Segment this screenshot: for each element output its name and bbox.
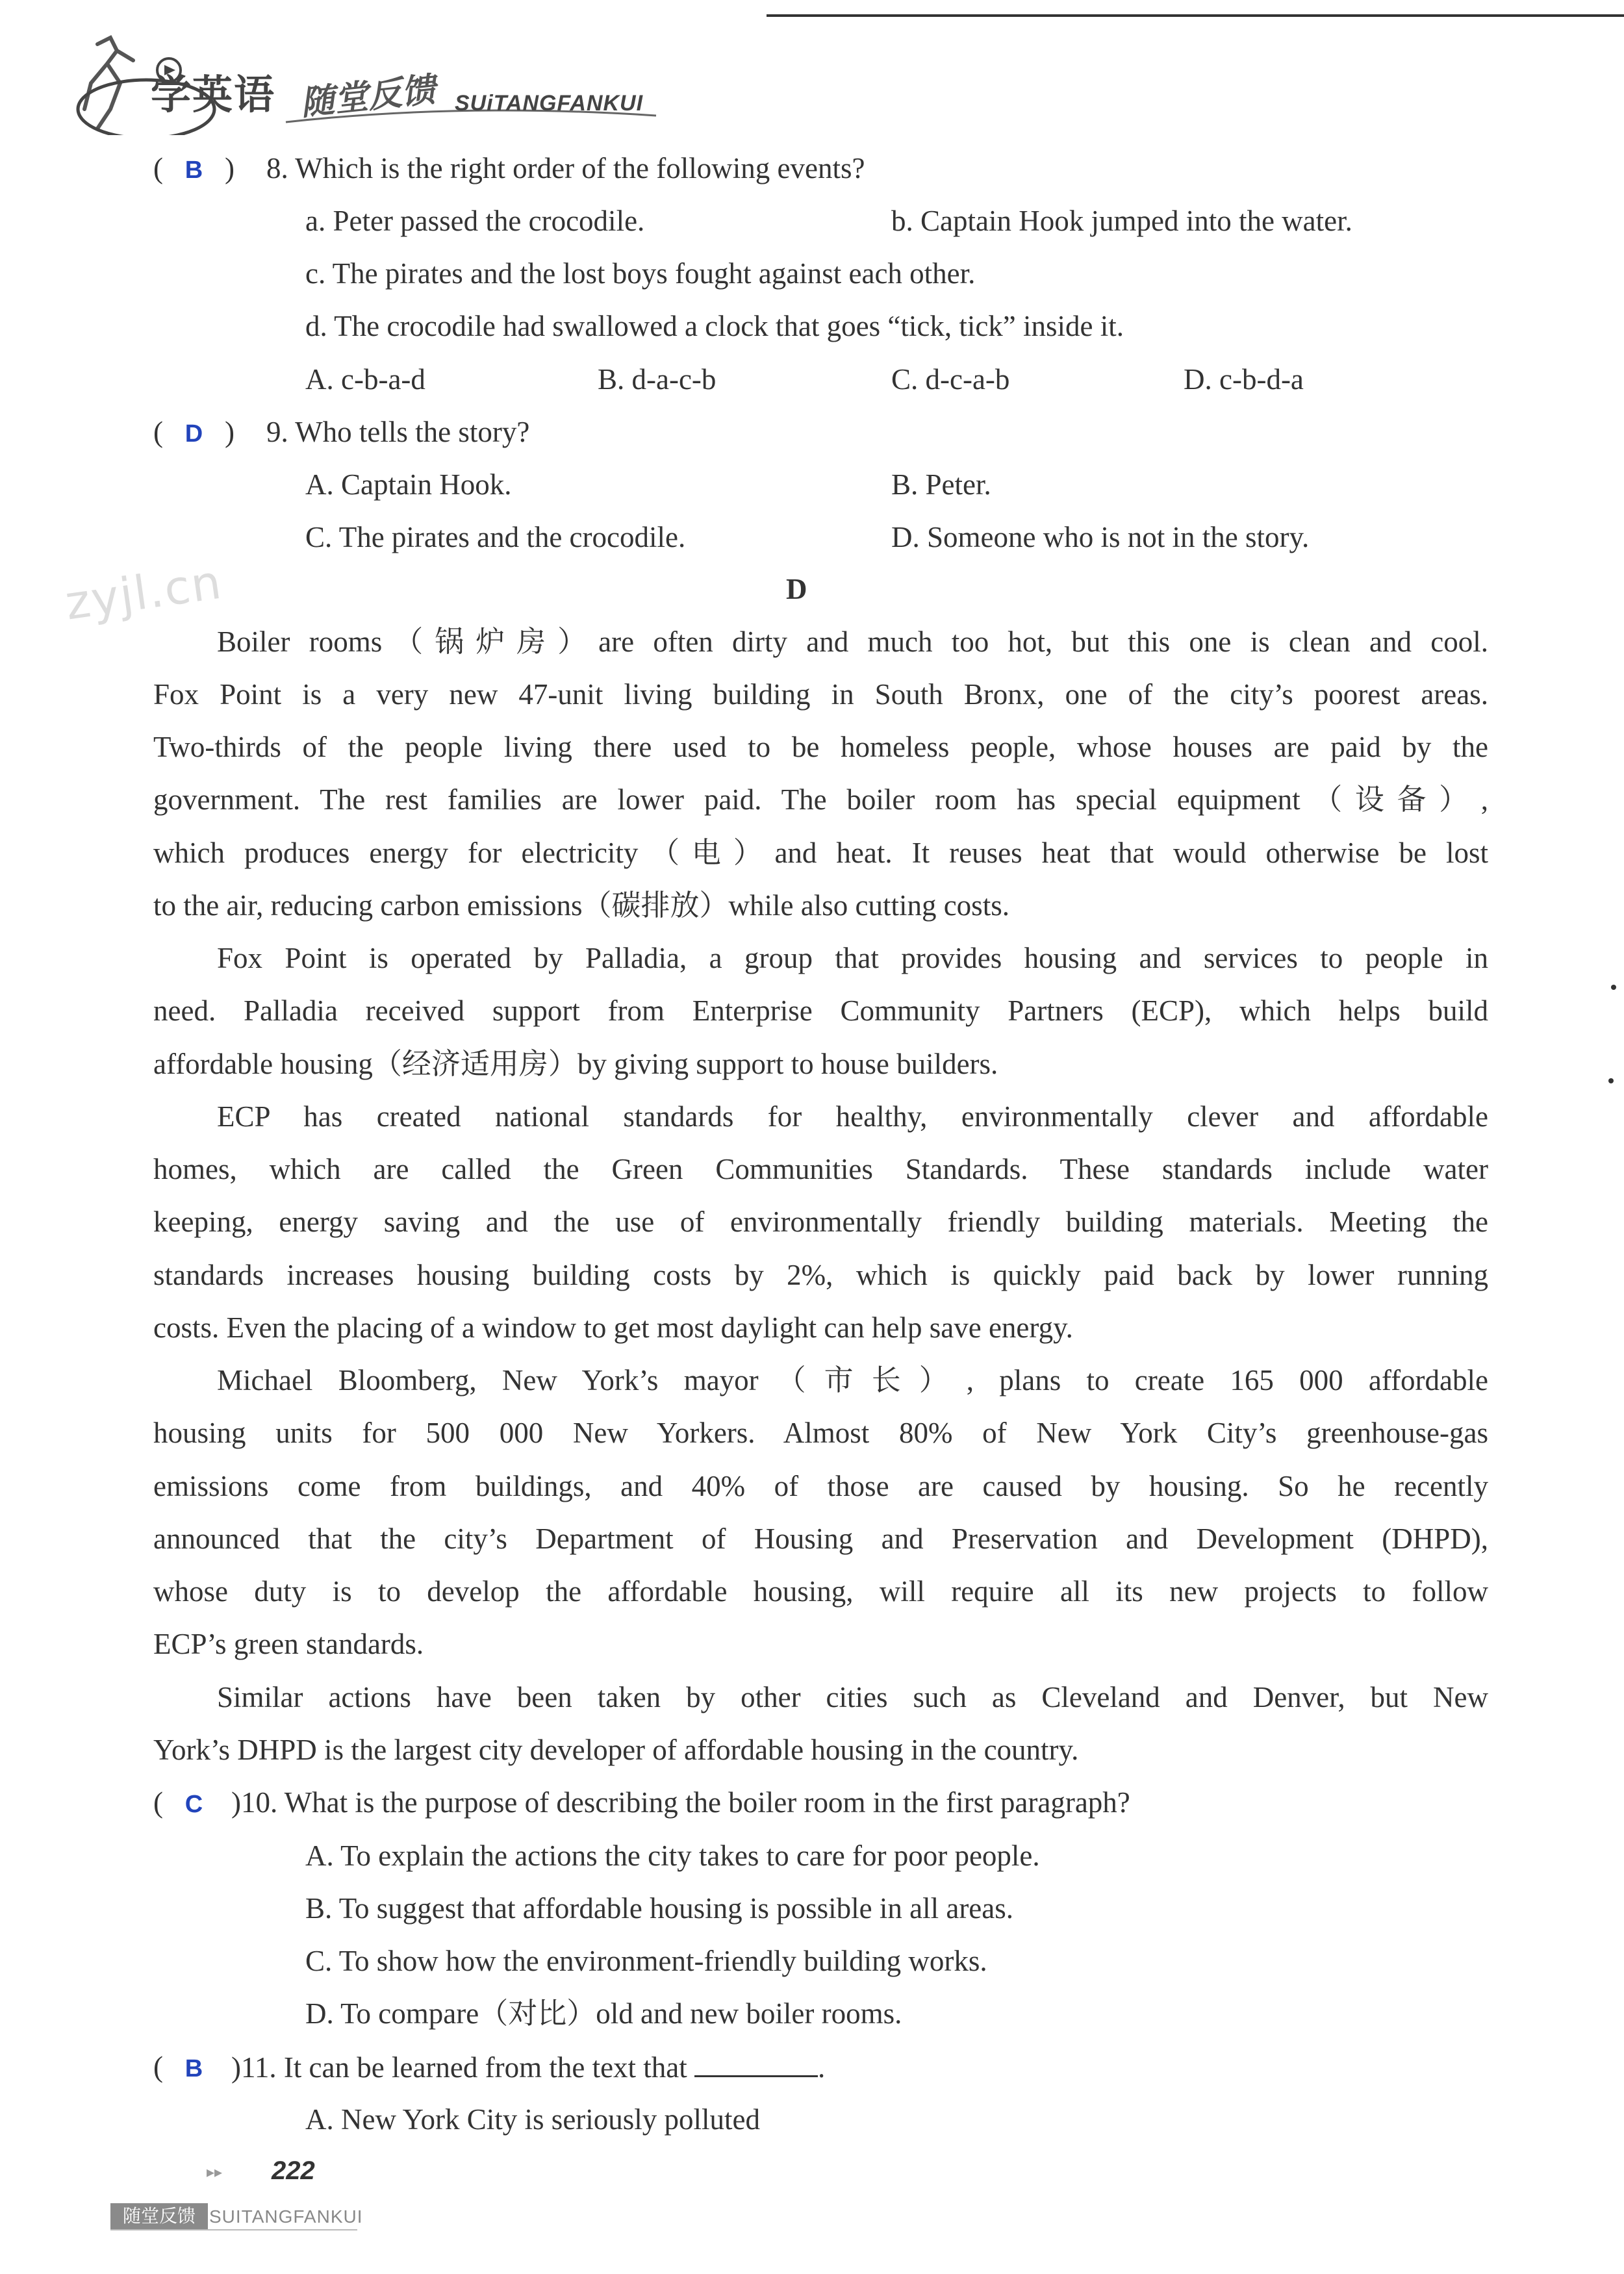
passage-p1-line: to the air, reducing carbon emissions（碳排放）while also cutting costs. bbox=[153, 889, 1009, 922]
passage-p1-line: Boiler rooms（锅炉房）are often dirty and much too hot, but this one is clean and cool. bbox=[217, 625, 1488, 658]
q9-answer-bracket: ( D ) bbox=[153, 416, 235, 448]
passage-p3-line: standards increases housing building costs by 2%, which is quickly paid back by lower running bbox=[153, 1259, 1488, 1291]
q10-answer-bracket: ( C bbox=[153, 1786, 203, 1819]
q8-event-d: d. The crocodile had swallowed a clock that goes “tick, tick” inside it. bbox=[305, 310, 1124, 342]
q8-event-b: b. Captain Hook jumped into the water. bbox=[891, 205, 1352, 237]
q8-option-a: A. c-b-a-d bbox=[305, 363, 425, 396]
q10-stem: )10. What is the purpose of describing the boiler room in the first paragraph? bbox=[231, 1786, 1130, 1819]
margin-mark bbox=[1608, 1078, 1614, 1083]
brand-title: 学英语 bbox=[151, 71, 276, 118]
q10-option-d: D. To compare（对比）old and new boiler rooms. bbox=[305, 1997, 902, 2030]
watermark: zyjl.cn bbox=[62, 554, 226, 631]
brand-latin: SUiTANGFANKUI bbox=[455, 91, 644, 116]
header-rule bbox=[767, 14, 1624, 17]
q8-event-a: a. Peter passed the crocodile. bbox=[305, 205, 645, 237]
passage-p2-line: Fox Point is operated by Palladia, a group that provides housing and services to people in bbox=[217, 942, 1488, 974]
q8-option-c: C. d-c-a-b bbox=[891, 363, 1010, 396]
q9-option-a: A. Captain Hook. bbox=[305, 468, 512, 501]
passage-p2-line: need. Palladia received support from Enterprise Community Partners (ECP), which helps build bbox=[153, 994, 1488, 1027]
q8-option-d: D. c-b-d-a bbox=[1184, 363, 1304, 396]
q8-event-c: c. The pirates and the lost boys fought against each other. bbox=[305, 257, 976, 290]
passage-p5-line: York’s DHPD is the largest city developer of affordable housing in the country. bbox=[153, 1734, 1079, 1766]
q8-stem: 8. Which is the right order of the following events? bbox=[266, 152, 865, 184]
passage-p4-line: whose duty is to develop the affordable housing, will require all its new projects to follow bbox=[153, 1575, 1488, 1608]
q8-answer-bracket: ( B ) bbox=[153, 152, 235, 184]
q9-option-b: B. Peter. bbox=[891, 468, 991, 501]
passage-p3-line: keeping, energy saving and the use of environmentally friendly building materials. Meeting the bbox=[153, 1206, 1488, 1238]
q11-answer: B bbox=[184, 2055, 203, 2082]
passage-p5-line: Similar actions have been taken by other cities such as Cleveland and Denver, but New bbox=[217, 1681, 1488, 1713]
q11-answer-blank[interactable] bbox=[694, 2049, 818, 2077]
passage-title: D bbox=[786, 573, 807, 605]
q10-answer: C bbox=[184, 1791, 203, 1818]
passage-p3-line: costs. Even the placing of a window to get most daylight can help save energy. bbox=[153, 1311, 1073, 1344]
passage-p4-line: ECP’s green standards. bbox=[153, 1628, 424, 1660]
passage-p4-line: housing units for 500 000 New Yorkers. Almost 80% of New York City’s greenhouse-gas bbox=[153, 1417, 1488, 1449]
page-number: 222 bbox=[272, 2156, 315, 2185]
passage-p1-line: which produces energy for electricity（电）and heat. It reuses heat that would otherwise be lost bbox=[153, 837, 1488, 869]
q11-stem: )11. It can be learned from the text that . bbox=[231, 2049, 825, 2085]
q11-stem-text: )11. It can be learned from the text that bbox=[231, 2051, 687, 2084]
footer-rule bbox=[110, 2229, 357, 2230]
passage-p3-line: ECP has created national standards for healthy, environmentally clever and affordable bbox=[217, 1100, 1488, 1133]
passage-p3-line: homes, which are called the Green Communities Standards. These standards include water bbox=[153, 1153, 1488, 1185]
q9-answer: D bbox=[184, 420, 203, 448]
footer-label: 随堂反馈 bbox=[110, 2203, 208, 2229]
passage-p4-line: announced that the city’s Department of Housing and Preservation and Development (DHPD), bbox=[153, 1522, 1488, 1555]
q8-answer: B bbox=[184, 157, 203, 184]
q9-option-c: C. The pirates and the crocodile. bbox=[305, 521, 686, 553]
q10-option-b: B. To suggest that affordable housing is possible in all areas. bbox=[305, 1892, 1014, 1925]
margin-mark bbox=[1611, 985, 1616, 990]
q10-option-a: A. To explain the actions the city takes to care for poor people. bbox=[305, 1839, 1040, 1872]
page-arrow-icon: ▸▸ bbox=[207, 2164, 223, 2181]
q8-option-b: B. d-a-c-b bbox=[598, 363, 717, 396]
passage-p4-line: emissions come from buildings, and 40% of those are caused by housing. So he recently bbox=[153, 1470, 1488, 1502]
brand-subtitle: 随堂反馈 bbox=[299, 70, 438, 123]
passage-p1-line: government. The rest families are lower paid. The boiler room has special equipment（设备）, bbox=[153, 783, 1488, 816]
passage-p1-line: Two-thirds of the people living there used to be homeless people, whose houses are paid by the bbox=[153, 731, 1488, 763]
q11-answer-bracket: ( B bbox=[153, 2051, 203, 2083]
passage-p2-line: affordable housing（经济适用房）by giving support to house builders. bbox=[153, 1048, 998, 1080]
footer-latin: SUITANGFANKUI bbox=[209, 2206, 363, 2227]
passage-p1-line: Fox Point is a very new 47-unit living building in South Bronx, one of the city’s poorest areas. bbox=[153, 678, 1488, 711]
passage-p4-line: Michael Bloomberg, New York’s mayor（市长）, plans to create 165 000 affordable bbox=[217, 1364, 1488, 1396]
q9-option-d: D. Someone who is not in the story. bbox=[891, 521, 1310, 553]
q9-stem: 9. Who tells the story? bbox=[266, 416, 530, 448]
q10-option-c: C. To show how the environment-friendly building works. bbox=[305, 1945, 987, 1977]
q11-option-a: A. New York City is seriously polluted bbox=[305, 2103, 761, 2136]
